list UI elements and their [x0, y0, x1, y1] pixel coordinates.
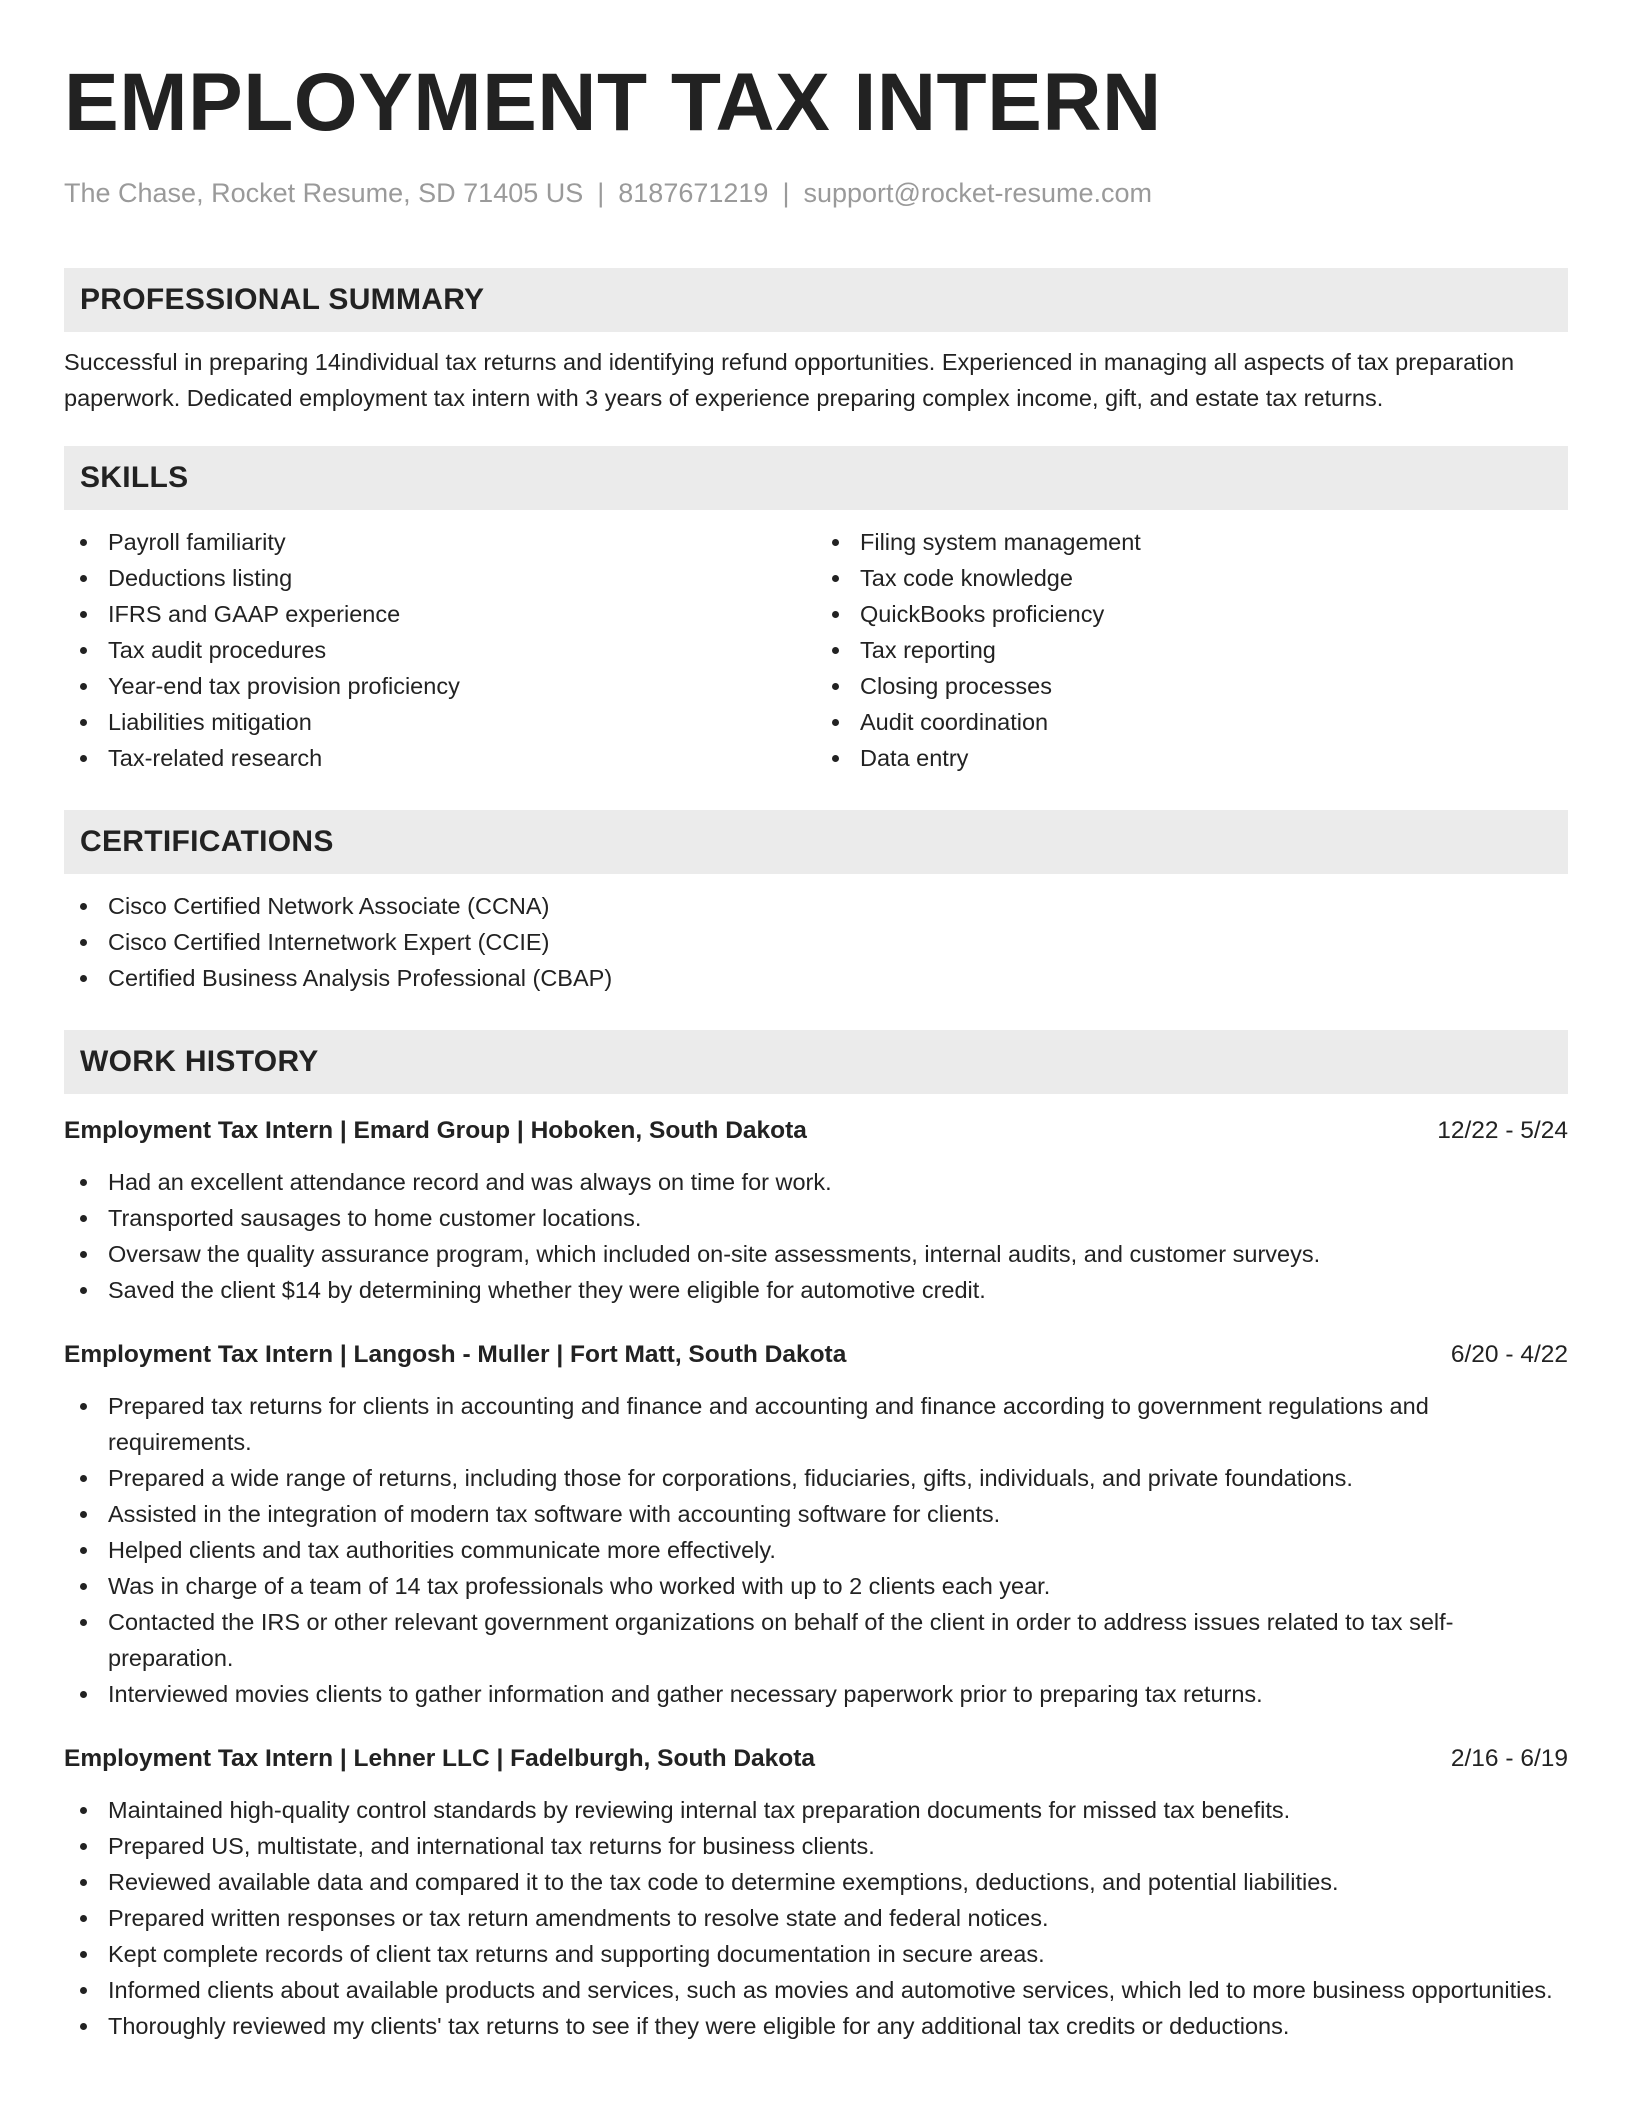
job-bullet: Was in charge of a team of 14 tax professionals who worked with up to 2 clients each year.	[64, 1568, 1568, 1604]
job-entry	[64, 1114, 1568, 1308]
certification-item: Cisco Certified Network Associate (CCNA)	[64, 888, 1568, 924]
job-bullet: Oversaw the quality assurance program, which included on-site assessments, internal audits, and customer surveys.	[64, 1236, 1568, 1272]
job-bullets	[64, 1388, 1568, 1712]
certifications-heading: CERTIFICATIONS	[64, 810, 1568, 874]
job-bullets	[64, 1164, 1568, 1308]
job-title: Employment Tax Intern | Langosh - Muller | Fort Matt, South Dakota	[64, 1341, 847, 1368]
job-dates: 2/16 - 6/19	[1450, 1745, 1568, 1772]
job-bullet: Reviewed available data and compared it to the tax code to determine exemptions, deductions, and potential liabilities.	[64, 1864, 1568, 1900]
skill-item: Tax-related research	[64, 740, 816, 776]
skill-item: Audit coordination	[816, 704, 1568, 740]
certification-item: Cisco Certified Internetwork Expert (CCIE)	[64, 924, 1568, 960]
job-bullet: Prepared written responses or tax return amendments to resolve state and federal notices.	[64, 1900, 1568, 1936]
job-title: Employment Tax Intern | Lehner LLC | Fadelburgh, South Dakota	[64, 1745, 816, 1772]
job-bullet: Had an excellent attendance record and was always on time for work.	[64, 1164, 1568, 1200]
skill-item: Payroll familiarity	[64, 524, 816, 560]
job-title: Employment Tax Intern | Emard Group | Hoboken, South Dakota	[64, 1117, 807, 1144]
job-bullet: Prepared tax returns for clients in accounting and finance and accounting and finance according to government regulations and requirements.	[64, 1388, 1568, 1460]
job-header	[64, 1114, 1568, 1148]
contact-email: support@rocket-resume.com	[803, 178, 1152, 208]
job-bullet: Transported sausages to home customer locations.	[64, 1200, 1568, 1236]
job-bullet: Interviewed movies clients to gather information and gather necessary paperwork prior to preparing tax returns.	[64, 1676, 1568, 1712]
job-header	[64, 1742, 1568, 1776]
job-bullets	[64, 1792, 1568, 2044]
job-bullet: Prepared US, multistate, and international tax returns for business clients.	[64, 1828, 1568, 1864]
certifications-list	[64, 888, 1568, 996]
skill-item: IFRS and GAAP experience	[64, 596, 816, 632]
skill-item: Year-end tax provision proficiency	[64, 668, 816, 704]
skill-item: Deductions listing	[64, 560, 816, 596]
skills-column-right	[816, 524, 1568, 776]
job-bullet: Maintained high-quality control standards by reviewing internal tax preparation documents for missed tax benefits.	[64, 1792, 1568, 1828]
skill-item: Liabilities mitigation	[64, 704, 816, 740]
skill-item: Data entry	[816, 740, 1568, 776]
page-title: EMPLOYMENT TAX INTERN	[64, 57, 1162, 148]
job-entry	[64, 1338, 1568, 1712]
job-bullet: Saved the client $14 by determining whether they were eligible for automotive credit.	[64, 1272, 1568, 1308]
job-bullet: Kept complete records of client tax returns and supporting documentation in secure areas.	[64, 1936, 1568, 1972]
skill-item: Closing processes	[816, 668, 1568, 704]
skills-heading: SKILLS	[64, 446, 1568, 510]
job-bullet: Thoroughly reviewed my clients' tax returns to see if they were eligible for any additional tax credits or deductions.	[64, 2008, 1568, 2044]
skills-column-left	[64, 524, 816, 776]
skills-list	[64, 524, 1568, 776]
job-bullet: Prepared a wide range of returns, including those for corporations, fiduciaries, gifts, individuals, and private foundations.	[64, 1460, 1568, 1496]
skill-item: Tax audit procedures	[64, 632, 816, 668]
summary-heading: PROFESSIONAL SUMMARY	[64, 268, 1568, 332]
skill-item: Tax code knowledge	[816, 560, 1568, 596]
contact-separator: |	[597, 178, 605, 208]
work-history-heading: WORK HISTORY	[64, 1030, 1568, 1094]
contact-separator: |	[782, 178, 790, 208]
contact-phone: 8187671219	[618, 178, 769, 208]
summary-text: Successful in preparing 14individual tax returns and identifying refund opportunities. Experienced in managing all aspects of tax preparation paperwork. Dedicated employment tax intern with 3 years of experience preparing complex income, gift, and estate tax returns.	[64, 349, 1515, 411]
skill-item: QuickBooks proficiency	[816, 596, 1568, 632]
job-bullet: Contacted the IRS or other relevant government organizations on behalf of the client in order to address issues related to tax self-preparation.	[64, 1604, 1568, 1676]
job-bullet: Informed clients about available products and services, such as movies and automotive services, which led to more business opportunities.	[64, 1972, 1568, 2008]
job-bullet: Assisted in the integration of modern tax software with accounting software for clients.	[64, 1496, 1568, 1532]
skill-item: Tax reporting	[816, 632, 1568, 668]
contact-line	[64, 176, 1568, 210]
job-dates: 6/20 - 4/22	[1450, 1341, 1568, 1368]
job-dates: 12/22 - 5/24	[1437, 1117, 1568, 1144]
certification-item: Certified Business Analysis Professional (CBAP)	[64, 960, 1568, 996]
skill-item: Filing system management	[816, 524, 1568, 560]
contact-address: The Chase, Rocket Resume, SD 71405 US	[64, 178, 584, 208]
job-header	[64, 1338, 1568, 1372]
job-entry	[64, 1742, 1568, 2044]
job-bullet: Helped clients and tax authorities communicate more effectively.	[64, 1532, 1568, 1568]
